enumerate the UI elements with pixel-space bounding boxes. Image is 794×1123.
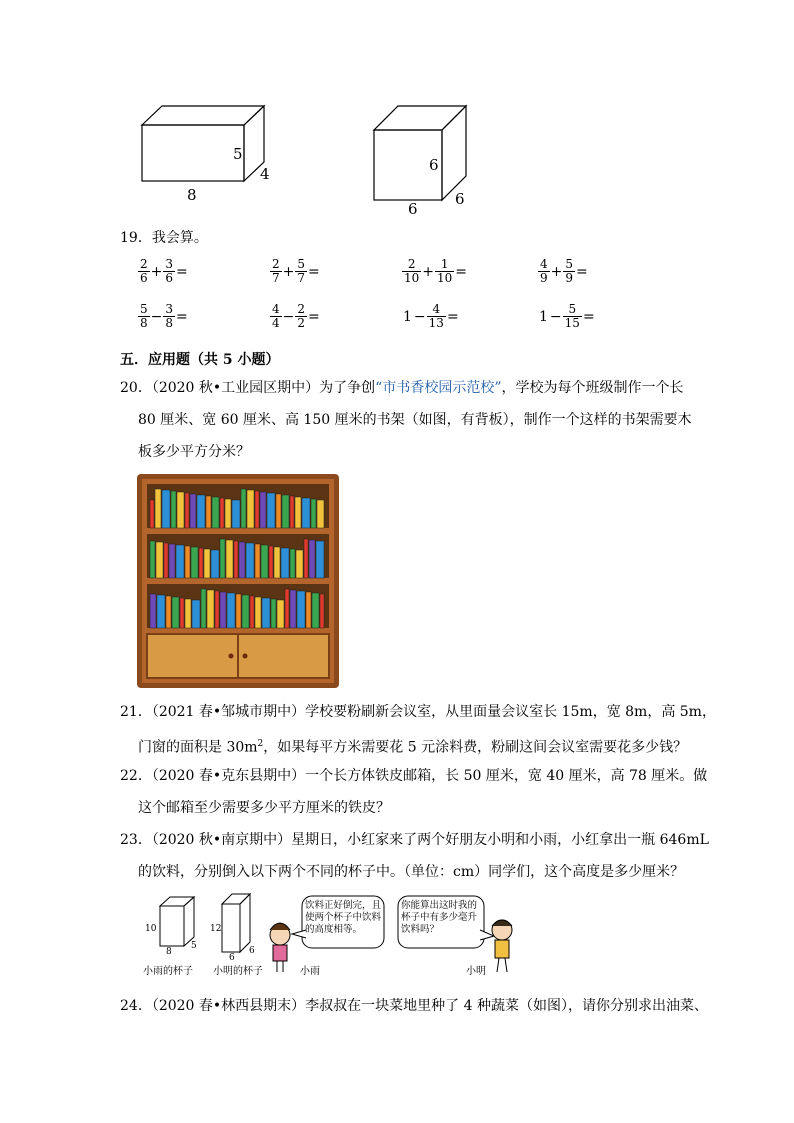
cuboid-depth-label: 4 xyxy=(260,165,270,183)
whole-number: 1 xyxy=(403,308,412,325)
book-spine xyxy=(285,589,289,628)
denominator: 4 xyxy=(272,316,280,330)
operator: + xyxy=(422,263,435,280)
cup1-width: 5 xyxy=(191,941,197,951)
book-spine xyxy=(295,497,301,528)
book-spine xyxy=(172,597,179,628)
q19-expression xyxy=(402,258,468,285)
q21-superscript: 2 xyxy=(257,739,264,749)
q20-highlight: “市书香校园示范校” xyxy=(375,380,502,396)
cuboid-figure xyxy=(130,100,280,210)
cup1-label: 小雨的杯子 xyxy=(143,966,193,977)
bubble-boy-text: 你能算出这时我的杯子中有多少毫升饮料吗？ xyxy=(401,900,478,935)
book-spine xyxy=(211,550,219,578)
q21-line-2b: ，如果每平方米需要花 5 元涂料费，粉刷这间会议室需要花多少钱？ xyxy=(263,739,688,756)
book-spine xyxy=(164,543,168,578)
book-spine xyxy=(171,491,176,528)
book-spine xyxy=(271,599,276,628)
q20-line-1a: 20．（2020 秋•工业园区期中）为了争创 xyxy=(120,380,376,396)
fraction xyxy=(139,303,149,330)
equals-sign: = xyxy=(455,263,468,280)
q21-line-1: 21．（2021 春•邹城市期中）学校要粉刷新会议室，从里面量会议室长 15m，宽 8m，高 5m， xyxy=(120,704,716,720)
operator: − xyxy=(413,308,426,325)
equals-sign: = xyxy=(176,263,188,280)
q19-expression xyxy=(138,258,189,285)
book-spine xyxy=(255,544,260,578)
book-spine xyxy=(317,500,324,528)
fraction xyxy=(403,258,420,285)
book-spine xyxy=(320,594,324,628)
book-spine xyxy=(207,590,214,628)
denominator: 15 xyxy=(564,316,580,330)
book-spine xyxy=(290,549,295,578)
q21-line-2 xyxy=(138,736,687,756)
cube-height-label: 6 xyxy=(429,156,439,174)
fraction xyxy=(164,258,174,285)
equals-sign: = xyxy=(308,263,320,280)
book-spine xyxy=(311,499,316,528)
book-spine xyxy=(234,541,238,578)
book-spine xyxy=(190,494,196,528)
q19-expression xyxy=(538,303,596,330)
book-spine xyxy=(185,546,190,578)
book-spine xyxy=(150,500,154,528)
book-spine xyxy=(197,495,205,528)
numerator: 5 xyxy=(568,302,577,316)
book-spine xyxy=(312,593,319,628)
book-spine xyxy=(220,539,225,578)
operator: + xyxy=(150,263,163,280)
book-spine xyxy=(306,592,311,628)
operator: − xyxy=(282,308,295,325)
q20-line-3: 板多少平方分米？ xyxy=(138,444,250,460)
book-spine xyxy=(191,547,198,578)
book-spine xyxy=(260,492,266,528)
book-spine xyxy=(204,549,210,578)
cup1-length: 8 xyxy=(166,947,172,957)
book-spine xyxy=(155,489,161,528)
book-spine xyxy=(281,548,289,578)
book-spine xyxy=(166,596,171,628)
book-spine xyxy=(290,496,294,528)
numerator: 2 xyxy=(407,257,416,271)
book-spine xyxy=(267,493,275,528)
q19-expression xyxy=(270,258,321,285)
book-spine xyxy=(220,498,224,528)
book-spine xyxy=(309,540,315,578)
book-spine xyxy=(169,544,175,578)
book-spine xyxy=(282,495,289,528)
equals-sign: = xyxy=(582,308,595,325)
book-spine xyxy=(227,593,235,628)
numerator: 3 xyxy=(165,302,174,316)
denominator: 9 xyxy=(565,271,574,285)
fraction xyxy=(436,258,453,285)
q21-line-2a: 门窗的面积是 30m xyxy=(138,739,258,756)
numerator: 3 xyxy=(165,257,174,271)
cuboid-height-label: 5 xyxy=(233,145,243,163)
equals-sign: = xyxy=(308,308,320,325)
operator: + xyxy=(282,263,295,280)
book-spine xyxy=(261,545,268,578)
girl-figure xyxy=(270,923,290,972)
cuboid-length-label: 8 xyxy=(187,186,197,204)
denominator: 8 xyxy=(140,316,148,330)
denominator: 9 xyxy=(540,271,548,285)
numerator: 5 xyxy=(297,257,306,271)
book-spine xyxy=(201,589,206,628)
fraction xyxy=(564,258,574,285)
book-spine xyxy=(262,598,270,628)
q23-line-1: 23．（2020 秋•南京期中）星期日，小红家来了两个好朋友小明和小雨，小红拿出一瓶 646mL xyxy=(120,832,709,848)
q19-expression xyxy=(402,303,460,330)
numerator: 4 xyxy=(540,257,548,271)
bubble-girl-text: 饮料正好倒完，且使两个杯子中饮料的高度相等。 xyxy=(305,900,382,935)
book-spine xyxy=(255,491,259,528)
book-spine xyxy=(177,492,184,528)
denominator: 6 xyxy=(165,271,174,285)
q19-expression xyxy=(138,303,189,330)
cup2-length: 6 xyxy=(229,953,235,963)
book-spine xyxy=(277,600,284,628)
cup2-width: 6 xyxy=(249,946,255,956)
numerator: 4 xyxy=(432,302,441,316)
cup2-height: 12 xyxy=(210,924,222,934)
denominator: 10 xyxy=(404,271,420,285)
operator: − xyxy=(150,308,163,325)
book-spine xyxy=(239,542,245,578)
book-spine xyxy=(185,493,189,528)
fraction xyxy=(271,303,281,330)
book-spine xyxy=(255,597,261,628)
numerator: 2 xyxy=(140,257,148,271)
q19-expression xyxy=(270,303,321,330)
numerator: 1 xyxy=(440,257,449,271)
whole-number: 1 xyxy=(539,308,548,325)
book-spine xyxy=(274,547,280,578)
equals-sign: = xyxy=(176,308,188,325)
book-spine xyxy=(246,543,254,578)
denominator: 13 xyxy=(428,316,444,330)
denominator: 2 xyxy=(297,316,306,330)
book-spine xyxy=(212,497,219,528)
book-spine xyxy=(150,541,155,578)
book-spine xyxy=(199,548,203,578)
operator: + xyxy=(550,263,563,280)
q24-line-1: 24．（2020 春•林西县期末）李叔叔在一块菜地里种了 4 种蔬菜（如图），请你分别求出油菜、 xyxy=(120,998,708,1014)
book-spine xyxy=(232,500,240,528)
q20-line-1 xyxy=(120,380,683,396)
book-spine xyxy=(150,594,156,628)
book-spine xyxy=(290,590,296,628)
numerator: 2 xyxy=(297,302,306,316)
equals-sign: = xyxy=(446,308,459,325)
book-spine xyxy=(302,498,310,528)
book-spine xyxy=(276,494,281,528)
q23-line-2: 的饮料，分别倒入以下两个不同的杯子中。（单位：cm）同学们，这个高度是多少厘米？ xyxy=(138,864,685,880)
q22-line-1: 22．（2020 春•克东县期中）一个长方体铁皮邮箱，长 50 厘米，宽 40 厘米，高 78 厘米。做 xyxy=(120,768,708,784)
book-spine xyxy=(157,595,165,628)
boy-name: 小明 xyxy=(466,966,486,977)
book-spine xyxy=(316,541,324,578)
fraction xyxy=(296,258,306,285)
fraction xyxy=(139,258,149,285)
denominator: 7 xyxy=(297,271,306,285)
numerator: 2 xyxy=(272,257,280,271)
book-spine xyxy=(185,599,191,628)
book-spine xyxy=(304,539,308,578)
book-spine xyxy=(241,489,246,528)
q22-line-2: 这个邮箱至少需要多少平方厘米的铁皮？ xyxy=(138,800,390,816)
girl-name: 小雨 xyxy=(300,966,320,977)
book-spine xyxy=(297,591,305,628)
fraction xyxy=(564,303,581,330)
numerator: 4 xyxy=(272,302,280,316)
cup2-label: 小明的杯子 xyxy=(213,966,263,977)
fraction xyxy=(539,258,549,285)
operator: − xyxy=(549,308,562,325)
book-spine xyxy=(206,496,211,528)
book-spine xyxy=(192,600,200,628)
book-spine xyxy=(247,490,254,528)
boy-figure xyxy=(492,920,512,972)
cup1-height: 10 xyxy=(145,924,157,934)
q20-line-2: 80 厘米、宽 60 厘米、高 150 厘米的书架（如图，有背板），制作一个这样的书架需要木 xyxy=(138,412,692,428)
book-spine xyxy=(176,545,184,578)
cube-length-label: 6 xyxy=(408,200,418,218)
numerator: 5 xyxy=(140,302,148,316)
book-spine xyxy=(250,596,254,628)
fraction xyxy=(296,303,306,330)
denominator: 10 xyxy=(437,271,453,285)
q19-expression xyxy=(538,258,589,285)
fraction xyxy=(271,258,281,285)
bookshelf-image xyxy=(137,474,339,688)
book-spine xyxy=(296,550,303,578)
fraction xyxy=(428,303,445,330)
book-spine xyxy=(220,592,226,628)
cube-depth-label: 6 xyxy=(455,190,465,208)
book-spine xyxy=(225,499,231,528)
book-spine xyxy=(242,595,249,628)
book-spine xyxy=(269,546,273,578)
book-spine xyxy=(162,490,170,528)
equals-sign: = xyxy=(576,263,588,280)
book-spine xyxy=(180,598,184,628)
q20-line-1b: ，学校为每个班级制作一个长 xyxy=(501,380,684,396)
denominator: 8 xyxy=(165,316,174,330)
denominator: 6 xyxy=(140,271,148,285)
numerator: 5 xyxy=(565,257,574,271)
section-5-heading: 五．应用题（共 5 小题） xyxy=(120,352,280,368)
book-spine xyxy=(215,591,219,628)
fraction xyxy=(164,303,174,330)
book-spine xyxy=(226,540,233,578)
denominator: 7 xyxy=(272,271,280,285)
book-spine xyxy=(156,542,163,578)
q19-title: 19．我会算。 xyxy=(120,230,208,246)
book-spine xyxy=(236,594,241,628)
